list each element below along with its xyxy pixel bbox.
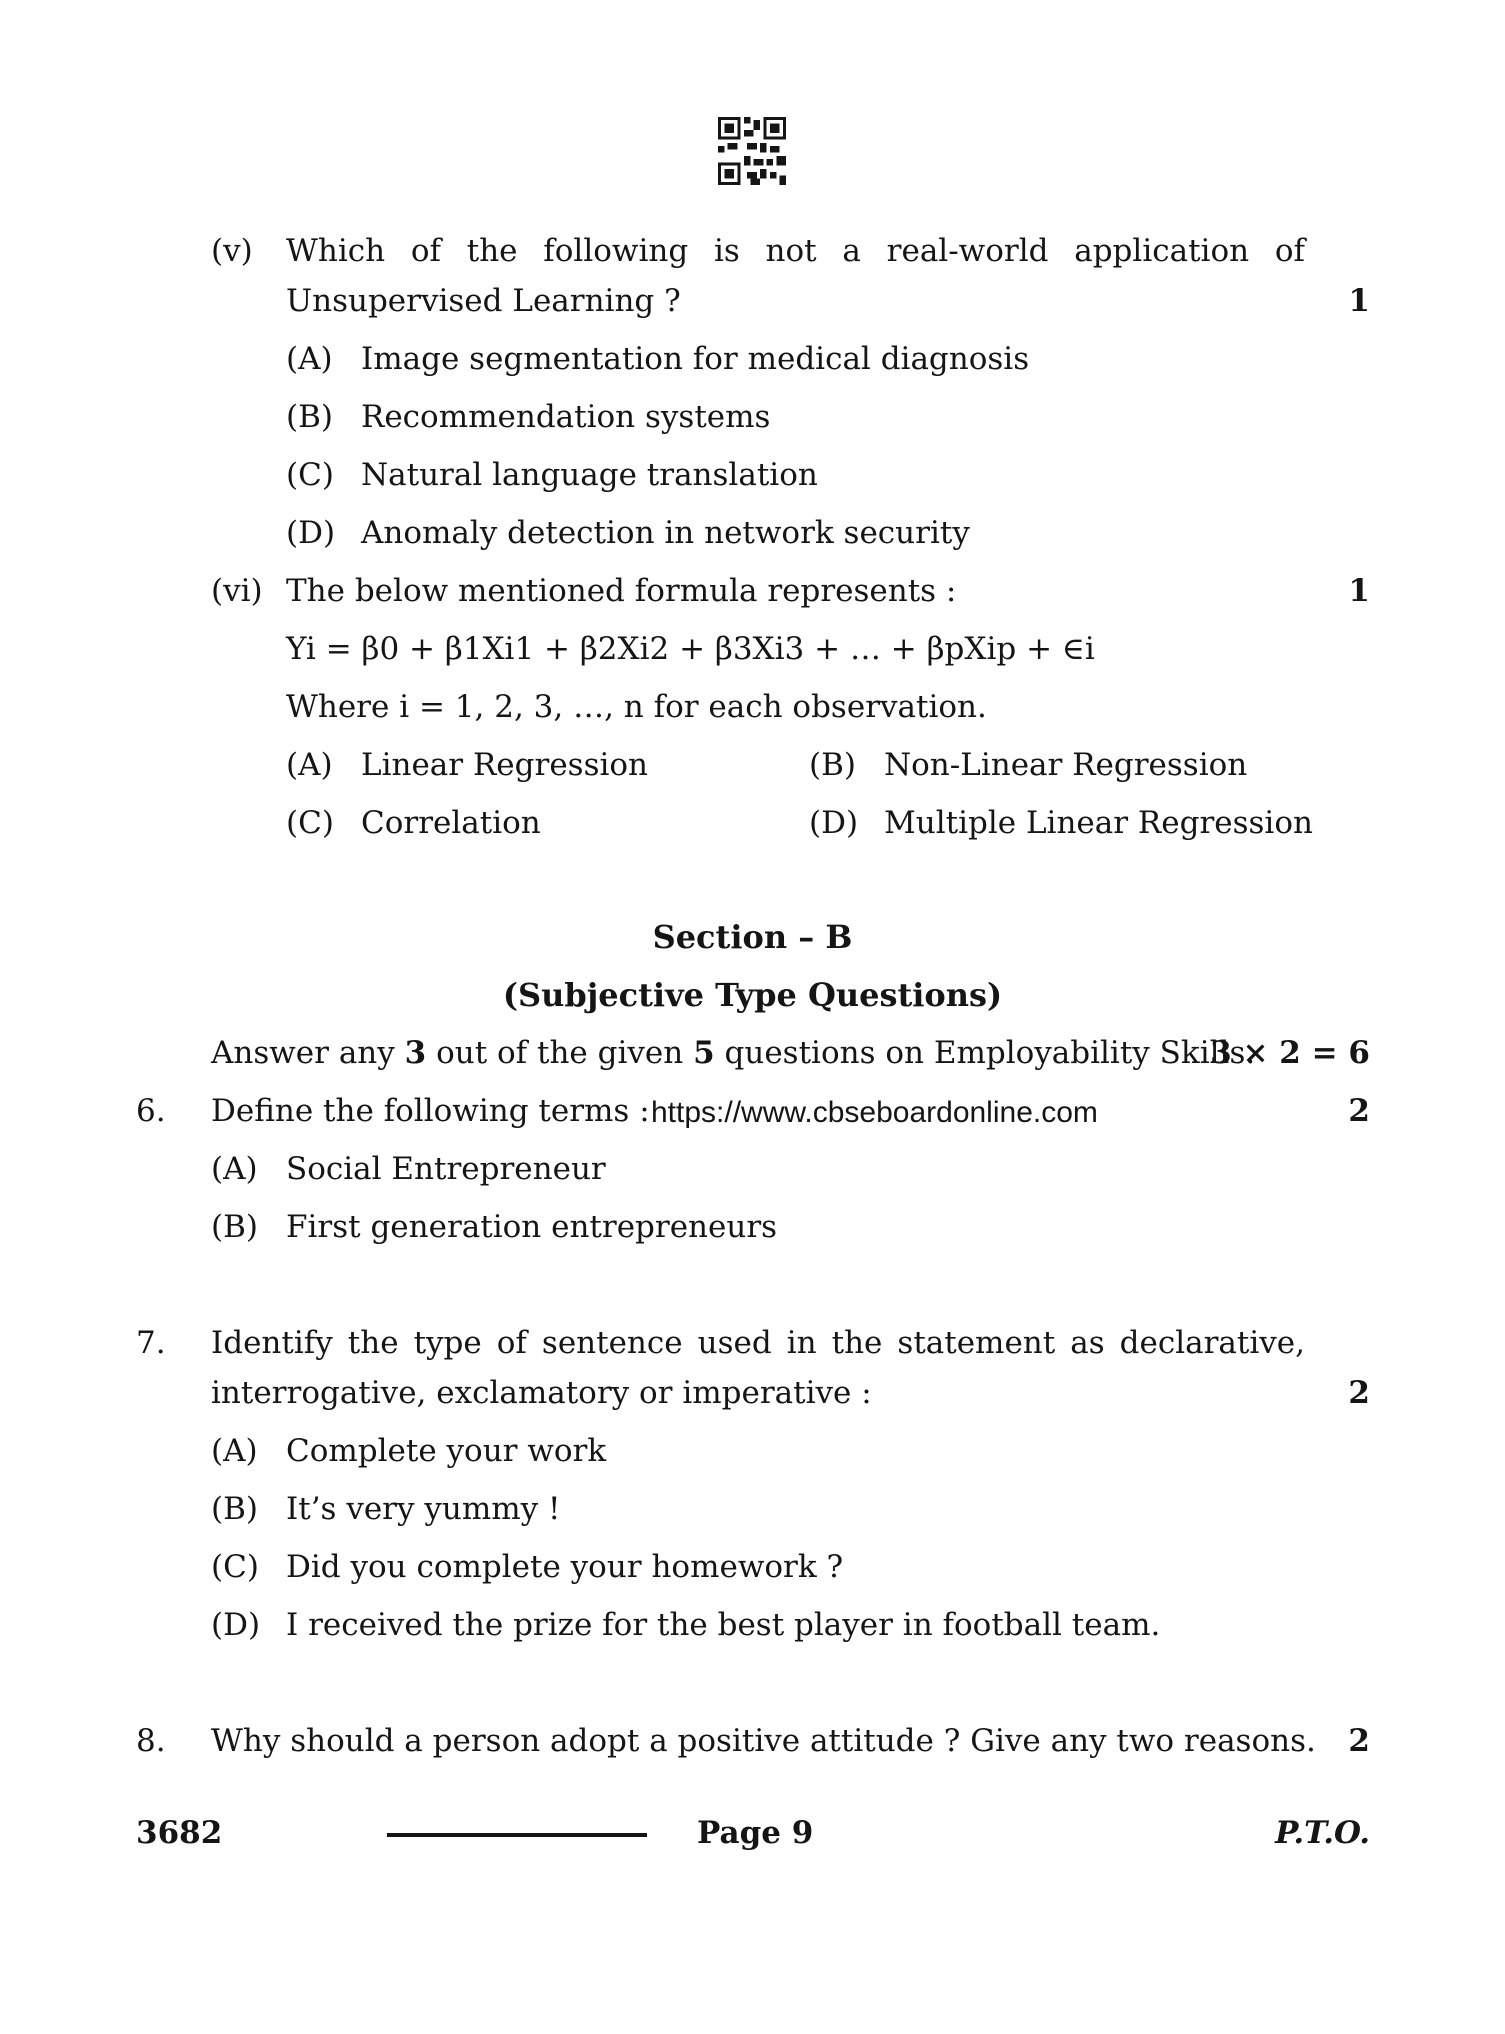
paper-code: 3682 — [136, 1815, 223, 1851]
question-number: 8. — [136, 1723, 166, 1759]
option-label: (A) — [286, 341, 333, 377]
instruction-number: 3 — [404, 1035, 427, 1071]
option-label: (B) — [286, 399, 333, 435]
question-text: Define the following terms : — [211, 1093, 650, 1129]
option-label: (B) — [809, 747, 856, 783]
option-label: (A) — [211, 1433, 258, 1469]
page-number: Page 9 — [697, 1815, 814, 1851]
instruction-number: 5 — [693, 1035, 715, 1071]
option-text: Complete your work — [286, 1433, 607, 1469]
option-text: First generation entrepreneurs — [286, 1209, 778, 1245]
option-text: Recommendation systems — [361, 399, 771, 435]
formula: Yi = β0 + β1Xi1 + β2Xi2 + β3Xi3 + … + βpXip + ∈i — [286, 631, 1095, 667]
option-text: Linear Regression — [361, 747, 649, 783]
instruction-text: out of the given — [426, 1035, 694, 1071]
option-text: Natural language translation — [361, 457, 818, 493]
footer-divider — [387, 1833, 647, 1837]
marks-label: 1 — [1348, 283, 1370, 319]
question-text-line: Which of the following is not a real-world application of — [286, 233, 1305, 269]
option-text: Social Entrepreneur — [286, 1151, 606, 1187]
formula-note: Where i = 1, 2, 3, …, n for each observation. — [286, 689, 987, 725]
option-label: (C) — [286, 805, 334, 841]
option-text: Did you complete your homework ? — [286, 1549, 844, 1585]
pto-label: P.T.O. — [1275, 1815, 1370, 1851]
question-text-line: Unsupervised Learning ? — [286, 283, 681, 319]
question-text-line: interrogative, exclamatory or imperative : — [211, 1375, 872, 1411]
option-label: (C) — [286, 457, 334, 493]
marks-label: 2 — [1348, 1093, 1370, 1129]
option-text: It’s very yummy ! — [286, 1491, 561, 1527]
section-instruction — [211, 1033, 1255, 1073]
qr-code-icon — [718, 117, 786, 185]
option-label: (B) — [211, 1209, 258, 1245]
section-marks: 3 × 2 = 6 — [1210, 1035, 1370, 1071]
marks-label: 2 — [1348, 1723, 1370, 1759]
option-label: (A) — [286, 747, 333, 783]
option-label: (C) — [211, 1549, 259, 1585]
option-text: Image segmentation for medical diagnosis — [361, 341, 1030, 377]
website-watermark: https://www.cbseboardonline.com — [651, 1096, 1098, 1129]
option-text: Multiple Linear Regression — [884, 805, 1313, 841]
marks-label: 2 — [1348, 1375, 1370, 1411]
question-number: 6. — [136, 1093, 166, 1129]
instruction-text: questions on Employability Skills. — [714, 1035, 1256, 1071]
section-title: Section – B — [652, 918, 853, 956]
question-number: (v) — [211, 233, 253, 269]
option-text: Anomaly detection in network security — [361, 515, 970, 551]
option-label: (D) — [211, 1607, 261, 1643]
question-text-line: Identify the type of sentence used in the statement as declarative, — [211, 1325, 1305, 1361]
option-label: (D) — [286, 515, 336, 551]
instruction-text: Answer any — [211, 1035, 405, 1071]
option-label: (D) — [809, 805, 859, 841]
question-text: The below mentioned formula represents : — [286, 573, 957, 609]
option-text: Correlation — [361, 805, 541, 841]
question-number: 7. — [136, 1325, 166, 1361]
question-number: (vi) — [211, 573, 263, 609]
section-subtitle: (Subjective Type Questions) — [502, 976, 1003, 1014]
marks-label: 1 — [1348, 573, 1370, 609]
option-text: Non-Linear Regression — [884, 747, 1248, 783]
question-text: Why should a person adopt a positive attitude ? Give any two reasons. — [211, 1723, 1316, 1759]
option-text: I received the prize for the best player in football team. — [286, 1607, 1161, 1643]
option-label: (A) — [211, 1151, 258, 1187]
option-label: (B) — [211, 1491, 258, 1527]
